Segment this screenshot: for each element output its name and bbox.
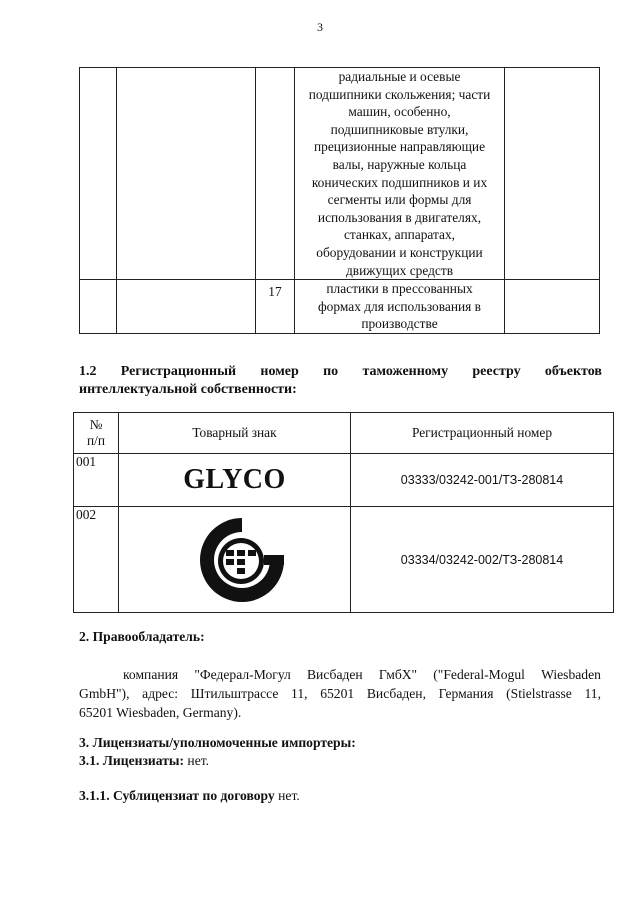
paragraph-word: Висбаден: [306, 667, 363, 682]
heading-word: Регистрационный: [120, 364, 237, 379]
table-cell: [80, 68, 117, 280]
goods-line: оборудовании и конструкции: [316, 244, 483, 260]
section-number: 1.2: [79, 364, 97, 379]
paragraph-line: 65201 Wiesbaden, Germany).: [79, 705, 242, 720]
trademark-wordmark: GLYCO: [183, 464, 286, 495]
heading-word: номер: [260, 364, 299, 379]
goods-line: формах для использования в: [318, 298, 481, 314]
section-3-1-line: [79, 751, 209, 770]
goods-line: подшипниковые втулки,: [330, 121, 469, 137]
header-number-line: №: [89, 417, 103, 432]
goods-description-cell: [295, 68, 505, 280]
table-row: [74, 454, 614, 507]
goods-line: станках, аппаратах,: [343, 227, 456, 243]
paragraph-word: ГмбХ": [378, 667, 418, 682]
row-number: 001: [74, 454, 119, 507]
heading-word: по: [323, 364, 339, 379]
reg-number: 03333/03242-001/ТЗ-280814: [351, 454, 614, 507]
table-header-row: [74, 413, 614, 454]
table-row: [74, 507, 614, 613]
paragraph-word: Wiesbaden: [541, 667, 601, 682]
class-number-cell: 17: [256, 280, 295, 334]
heading-line: интеллектуальной собственности:: [79, 382, 297, 397]
heading-word: объектов: [544, 364, 602, 379]
reg-number: 03334/03242-002/ТЗ-280814: [351, 507, 614, 613]
section-3-1-label: 3.1. Лицензиаты:: [79, 753, 185, 768]
section-3-1-value: нет.: [184, 753, 210, 768]
section-1-2-heading: [79, 363, 602, 399]
goods-line: сегменты или формы для: [327, 192, 472, 208]
section-3-title: 3. Лицензиаты/уполномоченные импортеры:: [79, 735, 356, 750]
paragraph-word: компания: [123, 667, 179, 682]
heading-word: таможенному: [362, 364, 449, 379]
row-number: 002: [74, 507, 119, 613]
paragraph-line: [79, 665, 601, 684]
table-cell: [505, 68, 600, 280]
goods-line: производстве: [361, 316, 438, 332]
paragraph-word: ("Federal-Mogul: [433, 667, 525, 682]
table-row: [80, 280, 600, 334]
table-row: [80, 68, 600, 280]
goods-line: пластики в прессованных: [326, 281, 473, 297]
paragraph-line: GmbH"), адрес: Штильштрассе 11, 65201 Висбаден, Германия (Stielstrasse 11,: [79, 686, 601, 701]
header-reg-number: Регистрационный номер: [351, 413, 614, 454]
goods-line: движущих средств: [345, 262, 454, 278]
circular-logo-icon: [194, 514, 290, 606]
table-cell: [505, 280, 600, 334]
table-cell: [256, 68, 295, 280]
trademark-table: [73, 412, 614, 613]
heading-word: реестру: [472, 364, 521, 379]
goods-line: конических подшипников и их: [311, 174, 488, 190]
trademark-cell: [119, 454, 351, 507]
section-2-title: 2. Правообладатель:: [79, 629, 205, 644]
rightholder-paragraph: [79, 665, 601, 722]
header-number-line: п/п: [86, 433, 106, 448]
goods-line: радиальные и осевые: [338, 69, 461, 84]
goods-continuation-table: [79, 67, 600, 334]
section-3-1-1-label: 3.1.1. Сублицензиат по договору: [79, 788, 275, 803]
header-trademark: Товарный знак: [119, 413, 351, 454]
goods-line: прецизионные направляющие: [313, 139, 486, 155]
goods-description-cell: [295, 280, 505, 334]
goods-line: использования в двигателях,: [317, 209, 482, 225]
table-cell: [80, 280, 117, 334]
goods-line: валы, наружные кольца: [332, 156, 467, 172]
goods-line: машин, особенно,: [348, 104, 451, 120]
trademark-cell: [119, 507, 351, 613]
table-cell: [117, 68, 256, 280]
heading-line: [79, 363, 602, 381]
section-3-1-1-value: нет.: [274, 788, 300, 803]
page-number: 3: [317, 20, 323, 34]
section-3-1-1-line: [79, 786, 300, 805]
header-number: [74, 413, 119, 454]
paragraph-word: "Федерал-Могул: [194, 667, 291, 682]
table-cell: [117, 280, 256, 334]
goods-line: подшипники скольжения; части: [308, 86, 491, 102]
